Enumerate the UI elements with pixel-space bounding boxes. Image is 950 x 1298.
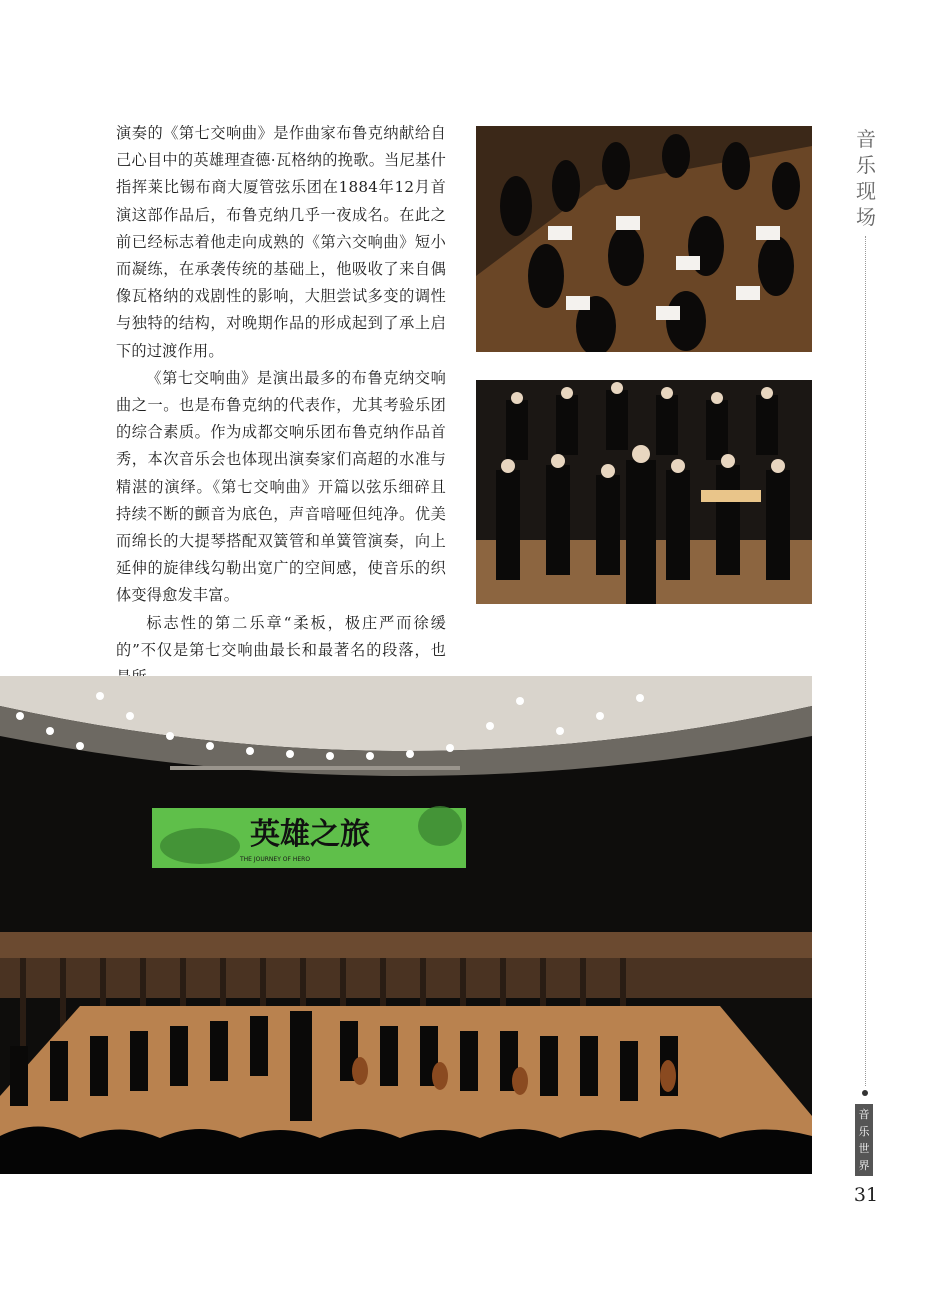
- magazine-name-char: 界: [858, 1159, 870, 1172]
- section-title-char: 场: [856, 205, 876, 229]
- orchestra-overhead-photo: [476, 126, 812, 352]
- article-paragraph-3: 标志性的第二乐章“柔板，极庄严而徐缓的”不仅是第七交响曲最长和最著名的段落，也: [116, 613, 446, 659]
- article-text-column: [116, 120, 446, 691]
- article-paragraph-1: 演奏的《第七交响曲》是作曲家布鲁克纳献给自己心目中的英雄理查德·瓦格纳的挽歌。当尼基什指挥莱比锡布商大厦管弦乐团在1884年12月首演这部作品后，布鲁克纳几乎一夜成名。在此之前已经标志着他走向成熟的《第六交响曲》短小而凝练，在承袭传统的基础上，他吸收了来自偶像瓦格纳的戏剧性的影响，大胆尝试多变的调性与独特的结构，对晚期作品的形成起到了承上启下的过渡作用。: [116, 124, 446, 360]
- concert-hall-photo: [0, 676, 812, 1174]
- conductor-bow-photo: [476, 380, 812, 604]
- event-banner: [152, 806, 466, 868]
- sidebar-bullet: [862, 1090, 868, 1096]
- section-title-char: 音: [856, 127, 876, 151]
- banner-title: 英雄之旅: [250, 817, 370, 852]
- section-title-char: 现: [856, 179, 876, 203]
- magazine-name-badge: [855, 1104, 873, 1176]
- magazine-name-char: 音: [858, 1108, 870, 1121]
- sidebar-divider: [865, 236, 866, 1086]
- magazine-name-char: 乐: [858, 1125, 870, 1138]
- banner-subtitle: THE JOURNEY OF HERO: [240, 856, 311, 863]
- page-number: 31: [853, 1184, 879, 1206]
- magazine-name-char: 世: [858, 1142, 870, 1155]
- section-title-char: 乐: [856, 153, 876, 177]
- section-title: [854, 126, 878, 230]
- article-paragraph-2: 《第七交响曲》是演出最多的布鲁克纳交响曲之一。也是布鲁克纳的代表作，尤其考验乐团的综合素质。作为成都交响乐团布鲁克纳作品首秀，本次音乐会也体现出演奏家们高超的水准与精湛的演绎。《第七交响曲》开篇以弦乐细碎且持续不断的颤音为底色，声音喑哑但纯净。优美而绵长的大提琴搭配双簧管和单簧管演奏，向上延伸的旋律线勾勒出宽广的空间感，使音乐的织体变得愈发丰富。: [116, 368, 446, 605]
